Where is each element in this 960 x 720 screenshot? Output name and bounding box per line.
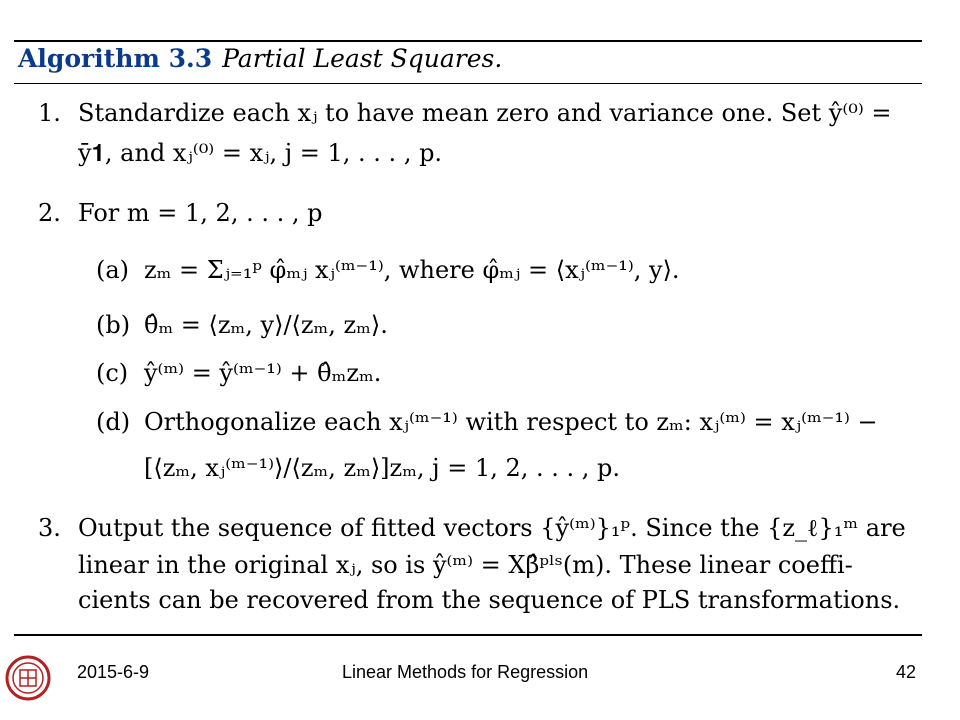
step-3 (38, 508, 906, 548)
university-seal-logo (5, 655, 51, 701)
substep-d (96, 402, 878, 442)
substep-letter: (d) (96, 408, 131, 436)
step-number: 3. (38, 514, 61, 542)
substep-c (96, 353, 381, 393)
step-3-continued (78, 580, 900, 620)
header-rule (14, 83, 922, 84)
substep-d-continued (144, 448, 620, 488)
substep-a (96, 250, 680, 290)
substep-text: zₘ = Σⱼ₌₁ᵖ φ̂ₘⱼ xⱼ⁽ᵐ⁻¹⁾, where φ̂ₘⱼ = ⟨xⱼ⁽ᵐ⁻¹⁾, y⟩. (144, 256, 680, 284)
step-text: cients can be recovered from the sequence of PLS transformations. (78, 586, 901, 614)
substep-letter: (c) (96, 359, 129, 387)
page-number: 42 (896, 662, 917, 682)
footer-date: 2015-6-9 (77, 662, 150, 682)
substep-letter: (b) (96, 311, 131, 339)
top-rule (14, 40, 922, 42)
substep-text: Orthogonalize each xⱼ⁽ᵐ⁻¹⁾ with respect to zₘ: xⱼ⁽ᵐ⁾ = xⱼ⁽ᵐ⁻¹⁾ − (144, 408, 878, 436)
step-text: Output the sequence of fitted vectors {ŷ⁽ᵐ⁾}₁ᵖ. Since the {z_ℓ}₁ᵐ are (78, 514, 906, 542)
substep-text: ŷ⁽ᵐ⁾ = ŷ⁽ᵐ⁻¹⁾ + θ̂ₘzₘ. (144, 359, 382, 387)
substep-b (96, 305, 388, 345)
substep-letter: (a) (96, 256, 130, 284)
step-text: Standardize each xⱼ to have mean zero and variance one. Set ŷ⁽⁰⁾ = (78, 99, 892, 127)
algorithm-header (18, 44, 502, 73)
substep-text: θ̂ₘ = ⟨zₘ, y⟩/⟨zₘ, zₘ⟩. (144, 311, 388, 339)
footer-title: Linear Methods for Regression (342, 662, 589, 682)
step-text: For m = 1, 2, . . . , p (78, 199, 323, 227)
step-text: ȳ𝟏, and xⱼ⁽⁰⁾ = xⱼ, j = 1, . . . , p. (78, 139, 443, 167)
algorithm-name: Partial Least Squares. (222, 44, 503, 73)
step-number: 2. (38, 199, 61, 227)
substep-text: [⟨zₘ, xⱼ⁽ᵐ⁻¹⁾⟩/⟨zₘ, zₘ⟩]zₘ, j = 1, 2, . . . , p. (144, 454, 621, 482)
step-1-continued (78, 133, 442, 173)
step-number: 1. (38, 99, 61, 127)
algorithm-label: Algorithm 3.3 (18, 44, 213, 73)
step-2 (38, 193, 322, 233)
step-1 (38, 93, 892, 133)
step-3-continued (78, 545, 853, 585)
footer-rule (14, 634, 922, 636)
step-text: linear in the original xⱼ, so is ŷ⁽ᵐ⁾ = Xβ̂ᵖˡˢ(m). These linear coeffi- (78, 551, 853, 579)
